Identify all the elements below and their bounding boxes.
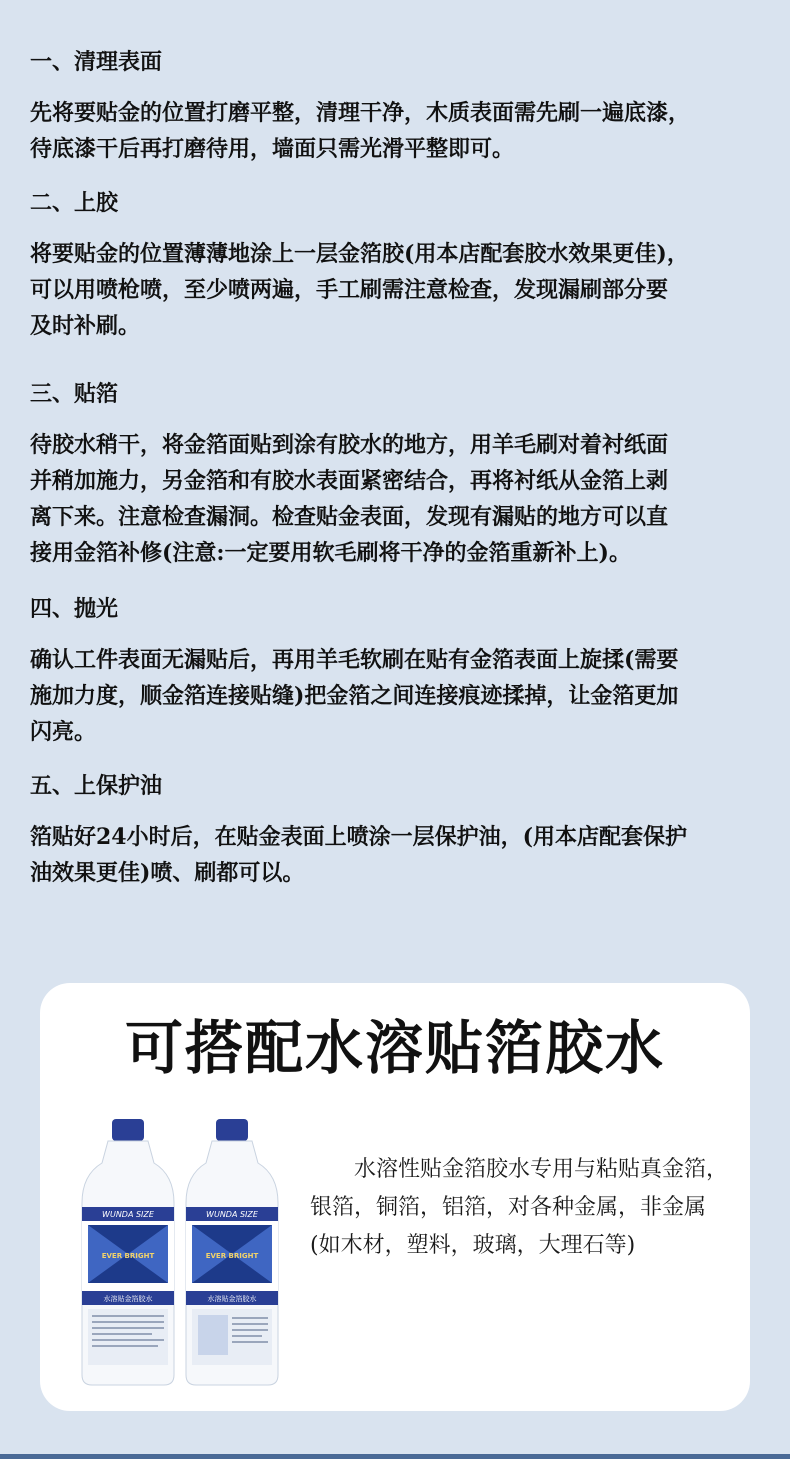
step-text-line: 先将要贴金的位置打磨平整，清理干净，木质表面需先刷一遍底漆， [30, 100, 691, 126]
bottom-divider [0, 1454, 790, 1459]
step-cleaning [30, 46, 765, 167]
step-gluing [30, 187, 765, 344]
step-text-line: 油效果更佳)喷、刷都可以。 [30, 860, 305, 886]
glue-bottles-image [80, 1113, 280, 1393]
step-heading: 三、贴箔 [30, 381, 119, 407]
instruction-steps [30, 46, 765, 891]
step-heading: 一、清理表面 [30, 49, 163, 75]
step-text-line: 箔贴好24小时后，在贴金表面上喷涂一层保护油，(用本店配套保护 [30, 824, 688, 850]
bottle-logo-text: EVER BRIGHT [205, 1252, 259, 1260]
step-heading: 二、上胶 [30, 190, 119, 216]
bottle-label-text: 水溶贴金箔胶水 [207, 1295, 257, 1303]
step-text-line: 离下来。注意检查漏洞。检查贴金表面，发现有漏贴的地方可以直 [30, 504, 669, 530]
step-protective-oil [30, 770, 765, 891]
step-polishing [30, 593, 765, 750]
step-heading: 五、上保护油 [30, 773, 163, 799]
step-text-line: 及时补刷。 [30, 313, 141, 339]
bottle-right [186, 1119, 278, 1385]
step-applying-foil [30, 378, 765, 571]
step-text-line: 可以用喷枪喷，至少喷两遍，手工刷需注意检查，发现漏刷部分要 [30, 277, 669, 303]
step-text-line: 将要贴金的位置薄薄地涂上一层金箔胶(用本店配套胶水效果更佳)， [30, 241, 689, 267]
step-text-line: 确认工件表面无漏贴后，再用羊毛软刷在贴有金箔表面上旋揉(需要 [30, 647, 679, 673]
bottle-left [82, 1119, 174, 1385]
product-card [40, 983, 750, 1411]
step-text-line: 待胶水稍干，将金箔面贴到涂有胶水的地方，用羊毛刷对着衬纸面 [30, 432, 669, 458]
step-text-line: 闪亮。 [30, 719, 97, 745]
step-heading: 四、抛光 [30, 596, 119, 622]
product-title: 可搭配水溶贴箔胶水 [124, 1014, 665, 1082]
step-text-line: 待底漆干后再打磨待用，墙面只需光滑平整即可。 [30, 136, 515, 162]
step-text-line: 并稍加施力，另金箔和有胶水表面紧密结合，再将衬纸从金箔上剥 [30, 468, 669, 494]
bottle-label-text: 水溶贴金箔胶水 [103, 1295, 153, 1303]
bottle-logo-text: EVER BRIGHT [101, 1252, 155, 1260]
bottle-brand-text: WUNDA SIZE [206, 1210, 258, 1219]
step-text-line: 施加力度，顺金箔连接贴缝)把金箔之间连接痕迹揉掉，让金箔更加 [30, 683, 679, 709]
product-description: 水溶性贴金箔胶水专用与粘贴真金箔，银箔，铜箔，铝箔，对各种金属，非金属(如木材，塑料，玻璃，大理石等) [310, 1157, 729, 1258]
bottle-brand-text: WUNDA SIZE [102, 1210, 154, 1219]
step-text-line: 接用金箔补修(注意:一定要用软毛刷将干净的金箔重新补上)。 [30, 540, 631, 566]
